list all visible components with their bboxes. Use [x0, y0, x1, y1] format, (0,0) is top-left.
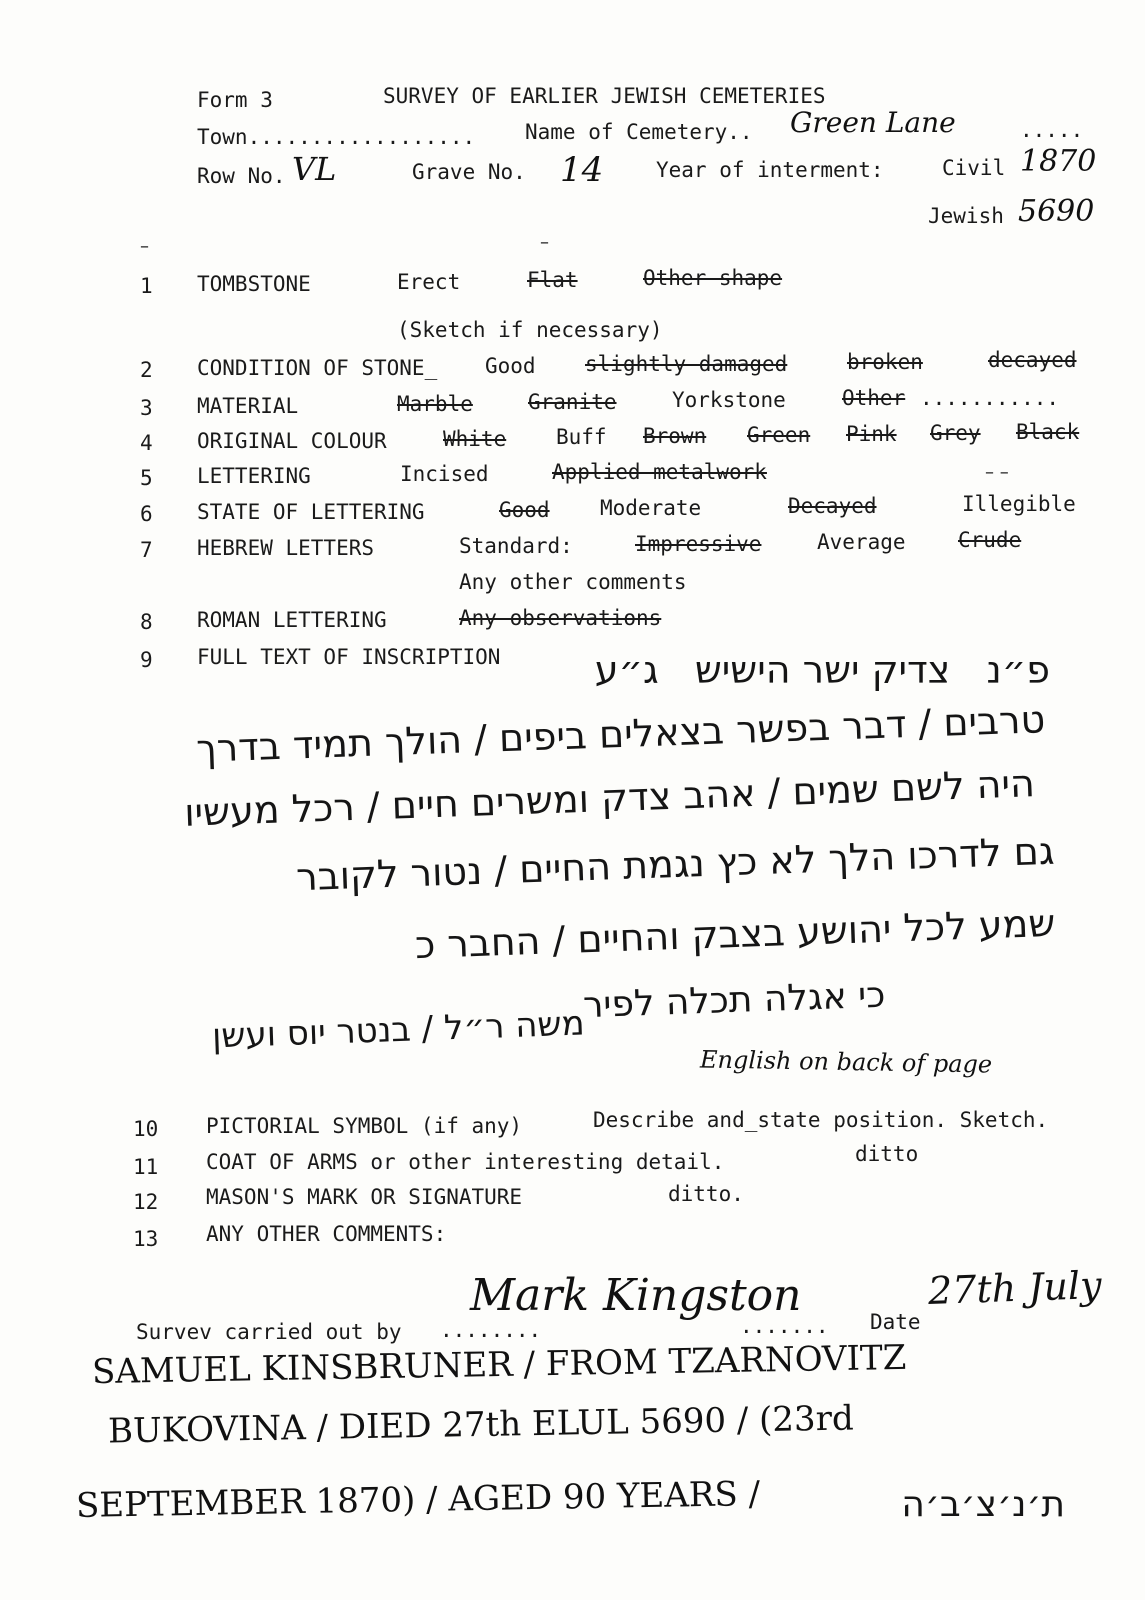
hebrew-closing-abbreviation: ת׳נ׳צ׳ב׳ה [901, 1484, 1065, 1525]
option-black-struck: Black [1016, 420, 1080, 444]
cemetery-name-handwritten: Green Lane [790, 106, 956, 139]
option-standard: Standard: [459, 534, 573, 558]
option-decayed-struck: Decayed [788, 494, 877, 518]
item-number: 11 [133, 1155, 159, 1179]
cemetery-dots: ..... [1020, 118, 1084, 142]
jewish-label: Jewish [928, 204, 1004, 228]
other-comments-note: Any other comments [459, 570, 687, 594]
jewish-year-handwritten: 5690 [1018, 194, 1095, 229]
pictorial-instructions: Describe and_state position. Sketch. [593, 1108, 1049, 1132]
item-label-colour: ORIGINAL COLOUR [197, 429, 387, 453]
item-label-pictorial-symbol: PICTORIAL SYMBOL (if any) [206, 1114, 523, 1138]
option-slightly-damaged-struck: slightly damaged [585, 352, 788, 376]
item-label-roman-lettering: ROMAN LETTERING [197, 608, 387, 632]
item-number: 2 [140, 358, 153, 382]
option-granite-struck: Granite [528, 390, 617, 414]
year-label: Year of interment: [656, 158, 884, 182]
item-number: 8 [140, 610, 153, 634]
form-number: Form 3 [197, 88, 273, 112]
dash-mark: – – [985, 462, 1009, 483]
date-label: Date [870, 1310, 921, 1334]
item-number: 9 [140, 648, 153, 672]
option-illegible: Illegible [962, 492, 1076, 516]
item-label-condition: CONDITION OF STONE_ [197, 356, 438, 380]
option-brown-struck: Brown [643, 424, 707, 448]
inscription-line-6: כי אגלה תכלה לפיר [582, 974, 886, 1027]
option-broken-struck: broken [847, 350, 923, 374]
item-number: 3 [140, 396, 153, 420]
option-average: Average [817, 530, 906, 554]
inscription-line-2: טרבים / דבר בפשר בצאלים ביפים / הולך תמיד בדרך [195, 697, 1046, 771]
dash-mark: – [140, 236, 149, 257]
option-buff: Buff [556, 425, 607, 449]
option-other-struck: Other [842, 386, 906, 410]
english-inscription-line-3: SEPTEMBER 1870) / AGED 90 YEARS / [75, 1474, 761, 1526]
form-title: SURVEY OF EARLIER JEWISH CEMETERIES [383, 84, 826, 108]
item-label-other-comments: ANY OTHER COMMENTS: [206, 1222, 447, 1246]
inscription-line-4: גם לדרכו הלך לא כץ נגמת החיים / נטור לקובר [295, 828, 1056, 900]
sketch-note: (Sketch if necessary) [397, 318, 663, 342]
row-value-handwritten: VL [292, 150, 337, 188]
inscription-line-5: שמע לכל יהושע בצבק והחיים / החבר כ [414, 900, 1056, 968]
option-other-shape-struck: Other shape [643, 266, 783, 290]
dash-mark: – [540, 232, 549, 253]
option-decayed-struck: decayed [988, 348, 1077, 372]
item-number: 12 [133, 1190, 159, 1214]
option-white-struck: White [443, 427, 507, 451]
surveyor-dots: ....... [740, 1314, 829, 1338]
option-good: Good [485, 354, 536, 378]
ditto-note: ditto. [668, 1182, 744, 1206]
item-label-masons-mark: MASON'S MARK OR SIGNATURE [206, 1185, 523, 1209]
date-value-handwritten: 27th July [927, 1262, 1103, 1314]
item-number: 13 [133, 1227, 159, 1251]
english-on-back-note: English on back of page [699, 1045, 993, 1079]
grave-label: Grave No. [412, 160, 526, 184]
option-observations-struck: Any observations [459, 606, 662, 630]
option-applied-metalwork-struck: Applied metalwork [552, 460, 767, 484]
english-inscription-line-2: BUKOVINA / DIED 27th ELUL 5690 / (23rd [107, 1398, 854, 1452]
option-impressive-struck: Impressive [635, 532, 762, 556]
item-number: 10 [133, 1117, 159, 1141]
option-incised: Incised [400, 462, 489, 486]
item-number: 6 [140, 502, 153, 526]
option-moderate: Moderate [600, 496, 702, 520]
other-dots: ........... [920, 386, 1060, 410]
english-inscription-line-1: SAMUEL KINSBRUNER / FROM TZARNOVITZ [91, 1337, 907, 1393]
item-label-full-text: FULL TEXT OF INSCRIPTION [197, 645, 501, 669]
option-grey-struck: Grey [930, 421, 981, 445]
inscription-line-3: היה לשם שמים / אהב צדק ומשרים חיים / רכל מעשיו [183, 761, 1036, 835]
inscription-line-7: משה ר״ל / בנטר יוס ועשן [211, 1003, 586, 1057]
surveyor-signature: Mark Kingston [470, 1270, 802, 1321]
item-label-tombstone: TOMBSTONE [197, 272, 311, 296]
option-yorkstone: Yorkstone [672, 388, 786, 412]
option-erect: Erect [397, 270, 461, 294]
civil-label: Civil [942, 156, 1006, 180]
item-label-hebrew-letters: HEBREW LETTERS [197, 536, 375, 560]
surveyor-label: Survev carried out by [136, 1320, 402, 1344]
row-label: Row No. [197, 164, 286, 188]
option-marble-struck: Marble [397, 392, 473, 416]
grave-value-handwritten: 14 [560, 150, 604, 190]
option-crude-struck: Crude [958, 528, 1022, 552]
item-number: 5 [140, 466, 153, 490]
item-label-state-of-lettering: STATE OF LETTERING [197, 500, 425, 524]
option-pink-struck: Pink [846, 422, 897, 446]
item-number: 7 [140, 538, 153, 562]
option-flat-struck: Flat [527, 268, 578, 292]
item-label-lettering: LETTERING [197, 464, 311, 488]
item-number: 4 [140, 431, 153, 455]
item-number: 1 [140, 274, 153, 298]
item-label-material: MATERIAL [197, 394, 299, 418]
surveyor-dots: ........ [440, 1318, 542, 1342]
option-green-struck: Green [747, 423, 811, 447]
inscription-line-1: פ״נ צדיק ישר הישיש ג״ע [594, 648, 1050, 692]
civil-year-handwritten: 1870 [1020, 144, 1097, 179]
cemetery-label: Name of Cemetery.. [525, 120, 753, 144]
ditto-note: ditto [855, 1142, 919, 1166]
option-good-struck: Good [499, 498, 550, 522]
town-label: Town.................. [197, 125, 476, 149]
item-label-coat-of-arms: COAT OF ARMS or other interesting detail. [206, 1150, 725, 1174]
